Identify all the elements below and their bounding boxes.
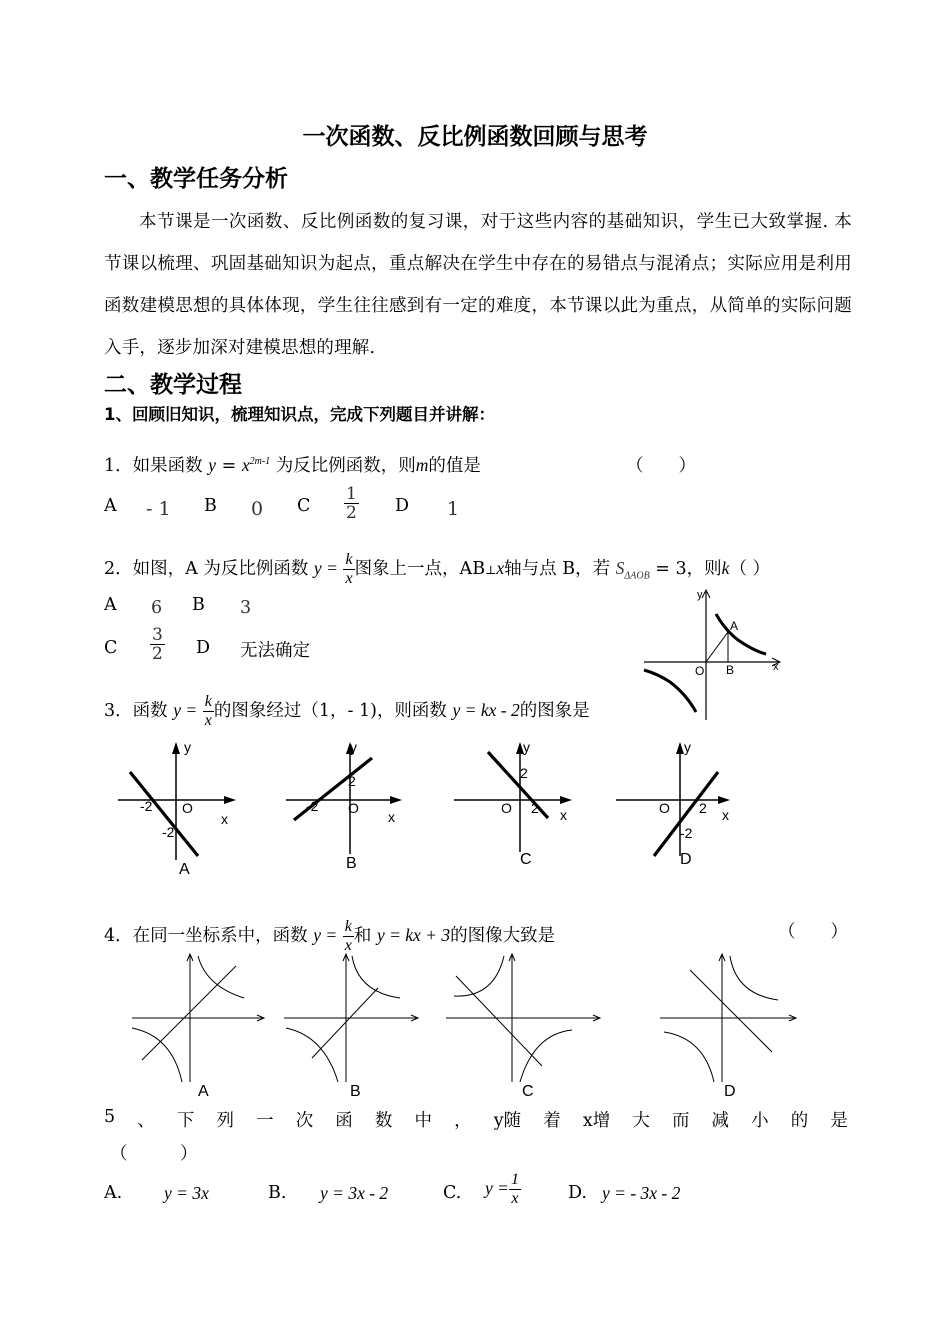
q4-frac-num: k: [344, 918, 352, 935]
q3-d-origin: O: [659, 800, 670, 816]
q5-char: 列: [216, 1111, 234, 1131]
q3-frac-den: x: [204, 712, 212, 729]
q2-option-c-fraction: [150, 626, 165, 663]
q3-d-x-label: x: [722, 807, 729, 823]
q5-char: 、: [137, 1111, 155, 1131]
q3-b-tick-y: 2: [348, 773, 356, 789]
q1-y: y: [208, 455, 216, 475]
q4-b-letter: B: [350, 1083, 361, 1100]
q2-figure: [640, 586, 790, 726]
q3-mid2: ，则函数: [376, 701, 447, 721]
q2-prefix: 2．如图，A 为反比例函数: [104, 559, 309, 579]
q2-option-b-value: 3: [240, 598, 252, 618]
q3-a-x-label: x: [221, 811, 228, 827]
q3-b-y-label: y: [350, 739, 357, 755]
q5-char: x增: [582, 1111, 611, 1131]
question-5: [104, 1107, 848, 1132]
q1-c-den: 2: [346, 503, 357, 523]
q2-option-b-letter: B: [192, 595, 205, 615]
q5-char: 中: [414, 1111, 433, 1131]
q5-option-b-letter: B.: [268, 1183, 287, 1203]
q5-char: 的: [790, 1111, 809, 1131]
q2-label-x: x: [773, 661, 779, 673]
question-1: [104, 452, 481, 477]
q1-option-d-letter: D: [395, 496, 410, 516]
q2-var-x: x: [496, 558, 505, 578]
q5-answer-paren: （ ）: [110, 1144, 198, 1164]
section2-heading: 二、教学过程: [104, 372, 242, 398]
question-3: [104, 693, 590, 730]
q2-option-c-letter: C: [104, 638, 118, 658]
q1-answer-paren: （ ）: [626, 456, 696, 476]
q2-y: y =: [313, 558, 338, 578]
q1-prefix: 1．如果函数: [104, 456, 203, 476]
q1-c-num: 1: [346, 484, 357, 504]
q1-eq: =: [221, 456, 237, 476]
q3-suffix: 的图象是: [519, 701, 590, 721]
q2-option-a-letter: A: [104, 595, 117, 615]
q5-option-b-expr: y = 3x - 2: [320, 1183, 389, 1203]
q2-option-a-value: 6: [151, 598, 163, 618]
q4-frac-den: x: [344, 937, 352, 954]
q1-option-b-letter: B: [204, 496, 217, 516]
q5-char: y随: [493, 1111, 522, 1131]
q5-char: 次: [295, 1111, 314, 1131]
q2-option-d-value: 无法确定: [240, 641, 310, 661]
q3-a-tick-x: -2: [140, 798, 153, 814]
q3-graphs: [110, 738, 750, 878]
q5-c-pre: y =: [485, 1178, 509, 1198]
q4-prefix: 4．在同一坐标系中，函数: [104, 926, 308, 946]
q2-mid2: 轴与点 B，若: [504, 559, 611, 579]
q3-b-letter: B: [346, 855, 357, 872]
q3-c-letter: C: [520, 851, 532, 868]
q2-mid3: ，则: [686, 559, 722, 579]
q5-option-c-expr: [485, 1171, 521, 1208]
q3-c-tick-y: 2: [520, 765, 528, 781]
q3-c-x-label: x: [560, 807, 567, 823]
q2-segment-oa: [706, 632, 728, 662]
q2-hyperbola-branch-1: [716, 614, 766, 654]
q4-graph-b: [284, 954, 418, 1082]
q1-option-a-letter: A: [104, 496, 117, 516]
q2-frac-num: k: [345, 551, 353, 568]
q2-paren: （ ）: [729, 559, 771, 579]
q3-graph-d: [616, 739, 730, 868]
q2-label-b: B: [726, 663, 735, 677]
q4-graph-d: [660, 954, 796, 1082]
q2-label-o: O: [695, 664, 705, 678]
q4-a-letter: A: [198, 1083, 209, 1100]
q5-char: 5: [104, 1107, 116, 1127]
q3-a-origin: O: [182, 800, 193, 816]
q5-char: 减: [711, 1111, 730, 1131]
q5-char: 函: [335, 1111, 353, 1131]
q2-s-eq: = 3: [655, 559, 687, 579]
q4-mid: 和: [353, 926, 372, 946]
q2-var-k: k: [721, 558, 730, 578]
page-title: 一次函数、反比例函数回顾与思考: [302, 124, 648, 150]
q1-exponent: 2m-1: [249, 456, 271, 468]
q5-option-d-expr: y = - 3x - 2: [602, 1183, 681, 1203]
q1-option-d-value: 1: [447, 498, 460, 520]
q5-c-den: x: [511, 1190, 519, 1207]
q2-c-num: 3: [152, 625, 163, 645]
q2-hyperbola-branch-2: [644, 670, 696, 712]
q2-s: S: [615, 558, 625, 578]
q3-d-letter: D: [680, 851, 692, 868]
q3-point: 1，- 1): [318, 701, 377, 721]
q2-frac-den: x: [345, 570, 353, 587]
q3-func2: y = kx - 2: [452, 700, 520, 720]
q5-char: 而: [671, 1111, 690, 1131]
q5-char: 小: [751, 1111, 769, 1131]
section1-paragraph: 本节课是一次函数、反比例函数的复习课，对于这些内容的基础知识，学生已大致掌握. 本节课以梳理、巩固基础知识为起点，重点解决在学生中存在的易错点与混淆点；实际应用是利用函数建模思想的具体体现，学生往往感到有一定的难度，本节课以此为重点，从简单的实际问题入手，逐步加深对建模思想的理解.: [104, 212, 852, 358]
q5-char: 是: [830, 1111, 848, 1131]
q5-option-a-expr: y = 3x: [164, 1183, 209, 1203]
q1-option-b-value: 0: [251, 498, 264, 520]
q3-b-x-label: x: [388, 809, 395, 825]
q3-d-tick-x: 2: [699, 800, 707, 816]
q5-char: 着: [543, 1111, 561, 1131]
q3-graph-c-line: [488, 752, 548, 818]
q3-y: y =: [173, 700, 198, 720]
q4-y: y =: [313, 925, 338, 945]
q4-suffix: 的图像大致是: [450, 926, 556, 946]
q3-a-tick-y: -2: [162, 824, 175, 840]
q1-var-m: m: [415, 455, 429, 475]
q1-option-a-value: - 1: [146, 498, 171, 520]
q4-c-letter: C: [522, 1083, 534, 1100]
q3-c-y-label: y: [523, 739, 530, 755]
q3-c-origin: O: [501, 800, 512, 816]
q5-option-c-letter: C.: [443, 1183, 462, 1203]
q3-frac-num: k: [204, 693, 212, 710]
q3-prefix: 3．函数: [104, 701, 168, 721]
q2-label-y: y: [697, 589, 703, 601]
q5-char: 一: [256, 1111, 274, 1131]
svg-text:y: y: [184, 739, 191, 755]
q2-perp: ⊥: [485, 563, 497, 577]
q5-char: 下: [176, 1111, 195, 1131]
q3-b-tick-x: -2: [306, 798, 319, 814]
q4-graph-a: [132, 954, 264, 1082]
q4-graph-c: [446, 954, 600, 1082]
q4-graphs: [124, 946, 814, 1102]
section1-heading: 一、教学任务分析: [104, 166, 288, 192]
q5-c-num: 1: [510, 1171, 519, 1188]
q3-graph-a: [118, 739, 236, 878]
q3-d-tick-y: -2: [680, 825, 693, 841]
q4-func2: y = kx + 3: [376, 925, 451, 945]
q3-mid: 的图象经过（: [213, 701, 319, 721]
q2-option-d-letter: D: [196, 638, 211, 658]
q2-c-den: 2: [152, 644, 163, 664]
q1-x: x: [241, 455, 250, 475]
q5-char: 大: [632, 1111, 650, 1131]
q1-option-c-fraction: [344, 485, 359, 522]
q4-answer-paren: （ ）: [778, 922, 848, 942]
q3-c-tick-x: 2: [531, 800, 539, 816]
q2-s-sub: ΔAOB: [624, 570, 650, 582]
q3-d-y-label: y: [684, 739, 691, 755]
q5-option-a-letter: A.: [104, 1183, 123, 1203]
q1-mid: 为反比例函数，则: [275, 456, 416, 476]
q5-char: ，: [454, 1111, 472, 1131]
q5-option-d-letter: D.: [568, 1183, 587, 1203]
q2-label-a: A: [730, 619, 739, 633]
q4-d-letter: D: [724, 1083, 736, 1100]
question-2: [104, 551, 770, 588]
section2-subheading: 1、回顾旧知识，梳理知识点，完成下列题目并讲解：: [104, 405, 495, 424]
q3-b-origin: O: [348, 800, 359, 816]
q3-graph-c: [454, 739, 572, 868]
q1-option-c-letter: C: [297, 496, 311, 516]
q3-graph-b: [286, 739, 402, 872]
q1-suffix: 的值是: [428, 456, 481, 476]
q3-a-letter: A: [179, 861, 190, 878]
q5-char: 数: [374, 1111, 393, 1131]
q2-mid1: 图象上一点，AB: [354, 559, 486, 579]
